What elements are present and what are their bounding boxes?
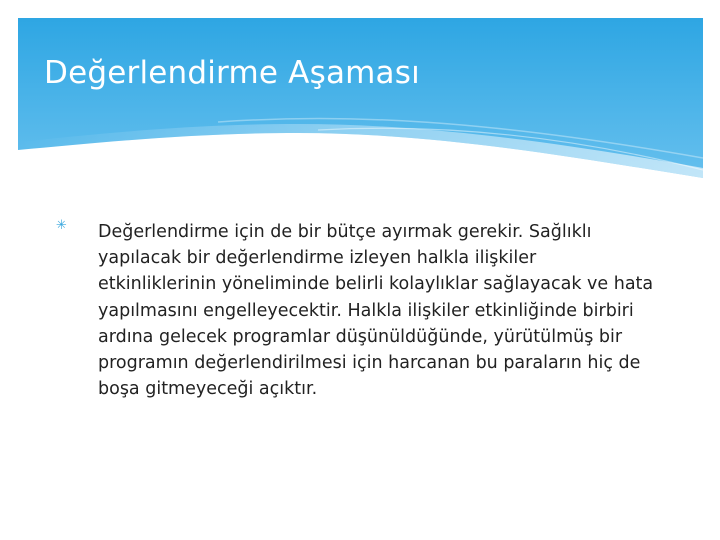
bullet-text: Değerlendirme için de bir bütçe ayırmak gerekir. Sağlıklı yapılacak bir değerlendirme izleyen halkla ilişkiler etkinliklerinin yöneliminde belirli kolaylıklar sağlayacak ve hata yapılmasını engelleyecektir. Halkla ilişkiler etkinliğinde birbiri ardına gelecek programlar düşünüldüğünde, yürütülmüş bir programın değerlendirilmesi için harcanan bu paraların hiç de boşa gitmeyeceği açıktır. [98, 222, 654, 400]
asterisk-bullet-icon: ✳ [56, 218, 67, 233]
title-banner [18, 18, 703, 178]
slide-body [56, 218, 658, 402]
slide-title: Değerlendirme Aşaması [44, 55, 420, 91]
title-banner-shape [18, 18, 703, 178]
